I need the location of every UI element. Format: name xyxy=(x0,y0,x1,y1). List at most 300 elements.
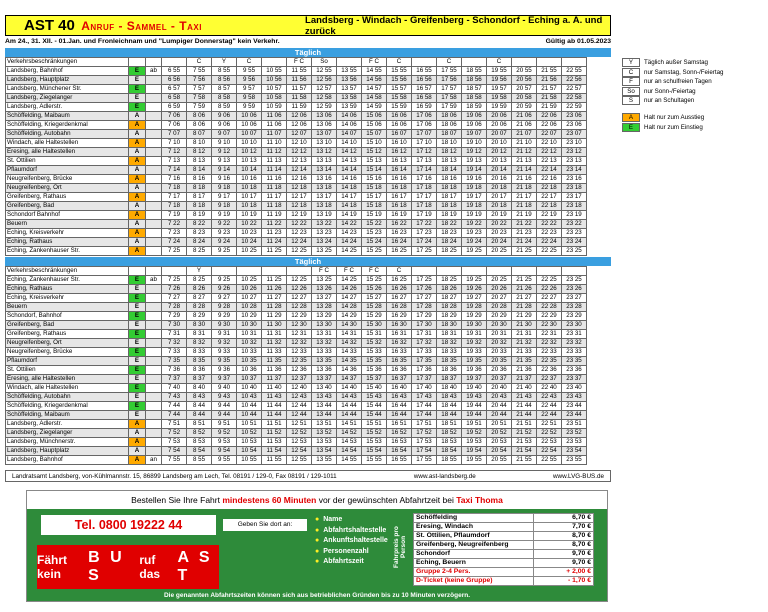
stop-ab xyxy=(146,202,162,211)
time-cell: 12 07 xyxy=(287,130,312,139)
stop-ab xyxy=(146,130,162,139)
time-cell: 7 27 xyxy=(162,294,187,303)
time-cell: 16 25 xyxy=(387,276,412,285)
time-cell: 9 33 xyxy=(212,348,237,357)
time-cell: 20 43 xyxy=(487,393,512,402)
time-cell: 18 37 xyxy=(437,375,462,384)
restriction-row xyxy=(6,58,587,67)
time-cell: 8 17 xyxy=(187,193,212,202)
stop-ab xyxy=(146,321,162,330)
time-cell: 14 10 xyxy=(337,139,362,148)
time-cell: 12 57 xyxy=(312,85,337,94)
stop-ab: ab xyxy=(146,67,162,76)
time-cell: 22 25 xyxy=(537,276,562,285)
time-cell: 11 19 xyxy=(262,211,287,220)
time-cell: 13 18 xyxy=(312,184,337,193)
time-cell: 21 40 xyxy=(512,384,537,393)
restriction-cell xyxy=(462,58,487,67)
footer xyxy=(5,470,611,482)
time-cell: 14 23 xyxy=(337,229,362,238)
time-cell: 14 51 xyxy=(337,420,362,429)
time-cell: 14 16 xyxy=(337,175,362,184)
stop-name: Landsberg, Ziegelanger xyxy=(6,429,129,438)
stop-mark: A xyxy=(129,139,146,148)
time-cell: 13 19 xyxy=(312,211,337,220)
time-cell: 8 26 xyxy=(187,285,212,294)
time-cell: 7 17 xyxy=(162,193,187,202)
time-cell: 23 55 xyxy=(562,456,587,465)
time-cell: 12 54 xyxy=(287,447,312,456)
time-cell: 23 27 xyxy=(562,294,587,303)
time-cell: 23 33 xyxy=(562,348,587,357)
time-cell: 12 51 xyxy=(287,420,312,429)
time-cell: 15 35 xyxy=(362,357,387,366)
time-cell: 11 53 xyxy=(262,438,287,447)
time-cell: 17 13 xyxy=(412,157,437,166)
time-cell: 13 35 xyxy=(312,357,337,366)
time-cell: 17 16 xyxy=(412,175,437,184)
time-cell: 14 31 xyxy=(337,330,362,339)
time-cell: 19 56 xyxy=(487,76,512,85)
time-cell: 17 32 xyxy=(412,339,437,348)
time-cell: 17 06 xyxy=(412,121,437,130)
time-cell: 8 31 xyxy=(187,330,212,339)
time-cell: 19 53 xyxy=(462,438,487,447)
restriction-mark xyxy=(129,58,146,67)
time-cell: 19 07 xyxy=(462,130,487,139)
time-cell: 7 10 xyxy=(162,139,187,148)
service-type: Anruf - Sammel - Taxi xyxy=(81,18,202,33)
time-cell: 11 06 xyxy=(262,112,287,121)
time-cell: 8 29 xyxy=(187,312,212,321)
stop-mark: A xyxy=(129,166,146,175)
time-cell: 17 40 xyxy=(412,384,437,393)
time-cell: 13 27 xyxy=(312,294,337,303)
stop-name: Eching, Zankenhauser Str. xyxy=(6,247,129,256)
time-cell: 16 18 xyxy=(387,184,412,193)
time-cell: 17 22 xyxy=(412,220,437,229)
price-value: 8,70 € xyxy=(534,532,594,541)
legend-item xyxy=(622,113,768,122)
time-cell: 9 14 xyxy=(212,166,237,175)
time-cell: 11 56 xyxy=(287,76,312,85)
stop-ab xyxy=(146,193,162,202)
slogan-3: ruf das xyxy=(139,553,161,581)
stop-name: Landsberg, Hauptplatz xyxy=(6,447,129,456)
time-cell: 12 33 xyxy=(287,348,312,357)
time-cell: 19 13 xyxy=(462,157,487,166)
stop-mark: A xyxy=(129,130,146,139)
time-cell: 13 43 xyxy=(312,393,337,402)
table-row xyxy=(6,411,587,420)
legend-key: Y xyxy=(622,58,640,67)
time-cell: 15 27 xyxy=(362,294,387,303)
legend-key: C xyxy=(622,68,640,77)
time-cell: 11 22 xyxy=(262,220,287,229)
time-cell: 17 19 xyxy=(412,211,437,220)
time-cell: 15 33 xyxy=(362,348,387,357)
time-cell: 11 43 xyxy=(262,393,287,402)
time-cell: 8 35 xyxy=(187,357,212,366)
restriction-cell xyxy=(337,58,362,67)
time-cell: 10 06 xyxy=(237,112,262,121)
price-value: 8,70 € xyxy=(534,541,594,550)
time-cell: 7 07 xyxy=(162,130,187,139)
table-row xyxy=(6,121,587,130)
time-cell: 19 59 xyxy=(487,103,512,112)
time-cell: 14 36 xyxy=(337,366,362,375)
stop-name: Greifenberg, Rathaus xyxy=(6,193,129,202)
stop-mark: A xyxy=(129,211,146,220)
time-cell: 16 58 xyxy=(412,94,437,103)
time-cell: 9 51 xyxy=(212,420,237,429)
time-cell: 7 13 xyxy=(162,157,187,166)
time-cell: 19 28 xyxy=(462,303,487,312)
time-cell: 12 43 xyxy=(287,393,312,402)
time-cell: 23 37 xyxy=(562,375,587,384)
stop-mark: A xyxy=(129,148,146,157)
slogan-2: B U S xyxy=(88,549,125,584)
stop-ab xyxy=(146,121,162,130)
restriction-label: Verkehrsbeschränkungen xyxy=(6,58,129,67)
time-cell: 7 29 xyxy=(162,312,187,321)
table-row xyxy=(6,139,587,148)
price-name: St. Ottilien, Pflaumdorf xyxy=(414,532,534,541)
time-cell: 7 54 xyxy=(162,447,187,456)
time-cell: 16 28 xyxy=(387,303,412,312)
stop-ab xyxy=(146,357,162,366)
price-value: + 2,00 € xyxy=(534,568,594,577)
time-cell: 18 55 xyxy=(437,456,462,465)
time-cell: 15 24 xyxy=(362,238,387,247)
time-cell: 22 13 xyxy=(537,157,562,166)
time-cell: 12 29 xyxy=(287,312,312,321)
phone-number[interactable]: Tel. 0800 19222 44 xyxy=(41,515,216,535)
time-cell: 18 23 xyxy=(437,229,462,238)
time-cell: 7 55 xyxy=(187,67,212,76)
time-cell: 9 22 xyxy=(212,220,237,229)
time-cell: 23 31 xyxy=(562,330,587,339)
time-cell: 12 44 xyxy=(287,411,312,420)
price-row xyxy=(414,514,594,523)
booking-taxi: Taxi Thoma xyxy=(456,495,503,505)
time-cell: 18 19 xyxy=(437,211,462,220)
time-cell: 22 27 xyxy=(537,294,562,303)
footer-web-ast[interactable]: www.ast-landsberg.de xyxy=(413,472,476,480)
table-row xyxy=(6,193,587,202)
price-name: Schöffelding xyxy=(414,514,534,523)
time-cell: 22 58 xyxy=(562,94,587,103)
legend-item xyxy=(622,123,768,132)
restriction-cell xyxy=(162,267,187,276)
time-cell: 12 14 xyxy=(287,166,312,175)
time-cell: 20 32 xyxy=(487,339,512,348)
time-cell: 7 18 xyxy=(162,202,187,211)
stop-mark: A xyxy=(129,175,146,184)
stop-ab xyxy=(146,148,162,157)
time-cell: 19 58 xyxy=(487,94,512,103)
stop-name: Eching, Rathaus xyxy=(6,285,129,294)
time-cell: 17 44 xyxy=(412,402,437,411)
restriction-cell: C xyxy=(487,58,512,67)
restriction-cell: C xyxy=(387,267,412,276)
stop-ab xyxy=(146,85,162,94)
time-cell: 15 25 xyxy=(362,247,387,256)
time-cell: 14 52 xyxy=(337,429,362,438)
time-cell: 7 52 xyxy=(162,429,187,438)
booking-panel xyxy=(27,509,607,593)
time-cell: 9 57 xyxy=(237,85,262,94)
time-cell: 15 51 xyxy=(362,420,387,429)
time-cell: 20 36 xyxy=(487,366,512,375)
time-cell: 23 06 xyxy=(562,121,587,130)
time-cell: 15 53 xyxy=(362,438,387,447)
time-cell: 14 43 xyxy=(337,393,362,402)
time-cell: 14 28 xyxy=(337,303,362,312)
price-row xyxy=(414,577,594,586)
time-cell: 17 06 xyxy=(412,112,437,121)
time-cell: 11 07 xyxy=(262,130,287,139)
time-cell: 17 25 xyxy=(412,276,437,285)
time-cell: 18 17 xyxy=(437,193,462,202)
time-cell: 12 28 xyxy=(287,303,312,312)
time-cell: 22 29 xyxy=(537,312,562,321)
time-cell: 20 17 xyxy=(487,193,512,202)
time-cell: 12 26 xyxy=(287,285,312,294)
time-cell: 13 53 xyxy=(312,438,337,447)
time-cell: 18 58 xyxy=(462,94,487,103)
stop-ab xyxy=(146,375,162,384)
time-cell: 13 29 xyxy=(312,312,337,321)
time-cell: 13 17 xyxy=(312,193,337,202)
restriction-cell xyxy=(562,267,587,276)
stop-name: St. Ottilien xyxy=(6,366,129,375)
time-cell: 22 19 xyxy=(537,211,562,220)
stop-name: Schöffelding, Autobahn xyxy=(6,130,129,139)
stop-mark: E xyxy=(129,402,146,411)
time-cell: 16 12 xyxy=(387,148,412,157)
time-cell: 14 26 xyxy=(337,285,362,294)
time-cell: 22 18 xyxy=(537,184,562,193)
time-cell: 19 18 xyxy=(462,202,487,211)
time-cell: 22 22 xyxy=(537,220,562,229)
time-cell: 9 06 xyxy=(212,121,237,130)
time-cell: 17 18 xyxy=(412,184,437,193)
time-cell: 21 28 xyxy=(512,303,537,312)
time-cell: 17 51 xyxy=(412,420,437,429)
time-cell: 16 26 xyxy=(387,285,412,294)
time-cell: 23 25 xyxy=(562,276,587,285)
legend-item xyxy=(622,68,768,77)
time-cell: 8 10 xyxy=(187,139,212,148)
time-cell: 11 13 xyxy=(262,157,287,166)
time-cell: 18 13 xyxy=(437,157,462,166)
time-cell: 10 25 xyxy=(237,247,262,256)
time-cell: 9 27 xyxy=(212,294,237,303)
stop-mark: E xyxy=(129,276,146,285)
time-cell: 9 53 xyxy=(212,438,237,447)
time-cell: 23 26 xyxy=(562,285,587,294)
table-row xyxy=(6,456,587,465)
time-cell: 20 18 xyxy=(487,202,512,211)
time-cell: 18 24 xyxy=(437,238,462,247)
time-cell: 20 44 xyxy=(487,411,512,420)
time-cell: 15 54 xyxy=(362,447,387,456)
time-cell: 18 07 xyxy=(437,130,462,139)
time-cell: 20 18 xyxy=(487,184,512,193)
table-row xyxy=(6,94,587,103)
time-cell: 23 36 xyxy=(562,366,587,375)
time-cell: 18 06 xyxy=(437,112,462,121)
time-cell: 20 22 xyxy=(487,220,512,229)
time-cell: 9 59 xyxy=(237,103,262,112)
table-row xyxy=(6,384,587,393)
valid-from: Gültig ab 01.05.2023 xyxy=(545,38,611,45)
time-cell: 16 55 xyxy=(387,456,412,465)
time-cell: 11 55 xyxy=(262,456,287,465)
stop-ab xyxy=(146,420,162,429)
time-cell: 17 18 xyxy=(412,202,437,211)
time-cell: 11 28 xyxy=(262,303,287,312)
stop-name: Schöffelding, Maibaum xyxy=(6,112,129,121)
time-cell: 23 53 xyxy=(562,438,587,447)
time-cell: 18 44 xyxy=(437,402,462,411)
time-cell: 20 28 xyxy=(487,303,512,312)
time-cell: 21 12 xyxy=(512,148,537,157)
time-cell: 14 55 xyxy=(362,67,387,76)
time-cell: 21 37 xyxy=(512,375,537,384)
time-cell: 22 17 xyxy=(537,193,562,202)
time-cell: 13 06 xyxy=(312,112,337,121)
price-name: Gruppe 2-4 Pers. xyxy=(414,568,534,577)
stop-mark: A xyxy=(129,447,146,456)
table-row xyxy=(6,175,587,184)
time-cell: 10 28 xyxy=(237,303,262,312)
time-cell: 15 30 xyxy=(362,321,387,330)
time-cell: 16 22 xyxy=(387,220,412,229)
time-cell: 7 33 xyxy=(162,348,187,357)
time-cell: 7 28 xyxy=(162,303,187,312)
time-cell: 22 55 xyxy=(537,456,562,465)
time-cell: 19 22 xyxy=(462,220,487,229)
price-value: 9,70 € xyxy=(534,550,594,559)
stop-ab xyxy=(146,294,162,303)
restriction-cell: So xyxy=(312,58,337,67)
time-cell: 23 18 xyxy=(562,202,587,211)
stop-ab xyxy=(146,103,162,112)
stop-ab xyxy=(146,166,162,175)
time-cell: 23 29 xyxy=(562,312,587,321)
time-cell: 22 36 xyxy=(537,366,562,375)
time-cell: 13 13 xyxy=(312,157,337,166)
restriction-cell xyxy=(262,58,287,67)
time-cell: 12 22 xyxy=(287,220,312,229)
time-cell: 17 28 xyxy=(412,303,437,312)
time-cell: 17 29 xyxy=(412,312,437,321)
time-cell: 10 33 xyxy=(237,348,262,357)
stop-mark: E xyxy=(129,366,146,375)
time-cell: 17 12 xyxy=(412,148,437,157)
stop-name: Neugreifenberg, Ort xyxy=(6,184,129,193)
time-cell: 13 12 xyxy=(312,148,337,157)
time-cell: 19 55 xyxy=(487,67,512,76)
time-cell: 18 25 xyxy=(437,247,462,256)
time-cell: 8 55 xyxy=(212,67,237,76)
time-cell: 13 52 xyxy=(312,429,337,438)
time-cell: 13 28 xyxy=(312,303,337,312)
table-row xyxy=(6,420,587,429)
time-cell: 18 53 xyxy=(437,438,462,447)
table-row xyxy=(6,366,587,375)
time-cell: 20 26 xyxy=(487,285,512,294)
time-cell: 18 57 xyxy=(462,85,487,94)
time-cell: 17 26 xyxy=(412,285,437,294)
stop-mark: E xyxy=(129,375,146,384)
time-cell: 20 53 xyxy=(487,438,512,447)
time-cell: 6 56 xyxy=(162,76,187,85)
time-cell: 11 06 xyxy=(262,121,287,130)
time-cell: 7 16 xyxy=(162,175,187,184)
time-cell: 20 23 xyxy=(487,229,512,238)
time-cell: 14 27 xyxy=(337,294,362,303)
time-cell: 11 16 xyxy=(262,175,287,184)
time-cell: 10 44 xyxy=(237,402,262,411)
table-row xyxy=(6,429,587,438)
table-row xyxy=(6,148,587,157)
legend-text: nur an Schultagen xyxy=(644,97,695,104)
stop-name: Pflaumdorf xyxy=(6,166,129,175)
time-cell: 21 16 xyxy=(512,175,537,184)
time-cell: 21 23 xyxy=(512,229,537,238)
table-row xyxy=(6,447,587,456)
time-cell: 10 16 xyxy=(237,175,262,184)
time-cell: 19 44 xyxy=(462,411,487,420)
time-cell: 10 07 xyxy=(237,130,262,139)
stop-name: Eching, Kreisverkehr xyxy=(6,294,129,303)
time-cell: 11 25 xyxy=(262,247,287,256)
time-cell: 21 44 xyxy=(512,402,537,411)
time-cell: 18 40 xyxy=(437,384,462,393)
time-cell: 10 59 xyxy=(262,103,287,112)
time-cell: 21 53 xyxy=(512,438,537,447)
price-name: D-Ticket (keine Gruppe) xyxy=(414,577,534,586)
time-cell: 22 43 xyxy=(537,393,562,402)
time-cell: 13 14 xyxy=(312,166,337,175)
time-cell: 18 51 xyxy=(437,420,462,429)
time-cell: 12 56 xyxy=(312,76,337,85)
time-cell: 6 57 xyxy=(162,85,187,94)
legend-key: E xyxy=(622,123,640,132)
table-row xyxy=(6,112,587,121)
time-cell: 12 18 xyxy=(287,202,312,211)
time-cell: 19 24 xyxy=(462,238,487,247)
time-cell: 19 32 xyxy=(462,339,487,348)
time-cell: 7 25 xyxy=(162,247,187,256)
time-cell: 11 40 xyxy=(262,384,287,393)
stop-name: Landsberg, Münchnerstr. xyxy=(6,438,129,447)
time-cell: 9 40 xyxy=(212,384,237,393)
stop-name: Landsberg, Münchener Str. xyxy=(6,85,129,94)
time-cell: 11 31 xyxy=(262,330,287,339)
time-cell: 15 59 xyxy=(387,103,412,112)
time-cell: 7 24 xyxy=(162,238,187,247)
stop-mark: E xyxy=(129,312,146,321)
restriction-cell: F C xyxy=(362,267,387,276)
stop-mark: E xyxy=(129,339,146,348)
footer-web-lvg[interactable]: www.LVG-BUS.de xyxy=(553,472,604,480)
time-cell: 16 53 xyxy=(387,438,412,447)
time-cell: 21 13 xyxy=(512,157,537,166)
